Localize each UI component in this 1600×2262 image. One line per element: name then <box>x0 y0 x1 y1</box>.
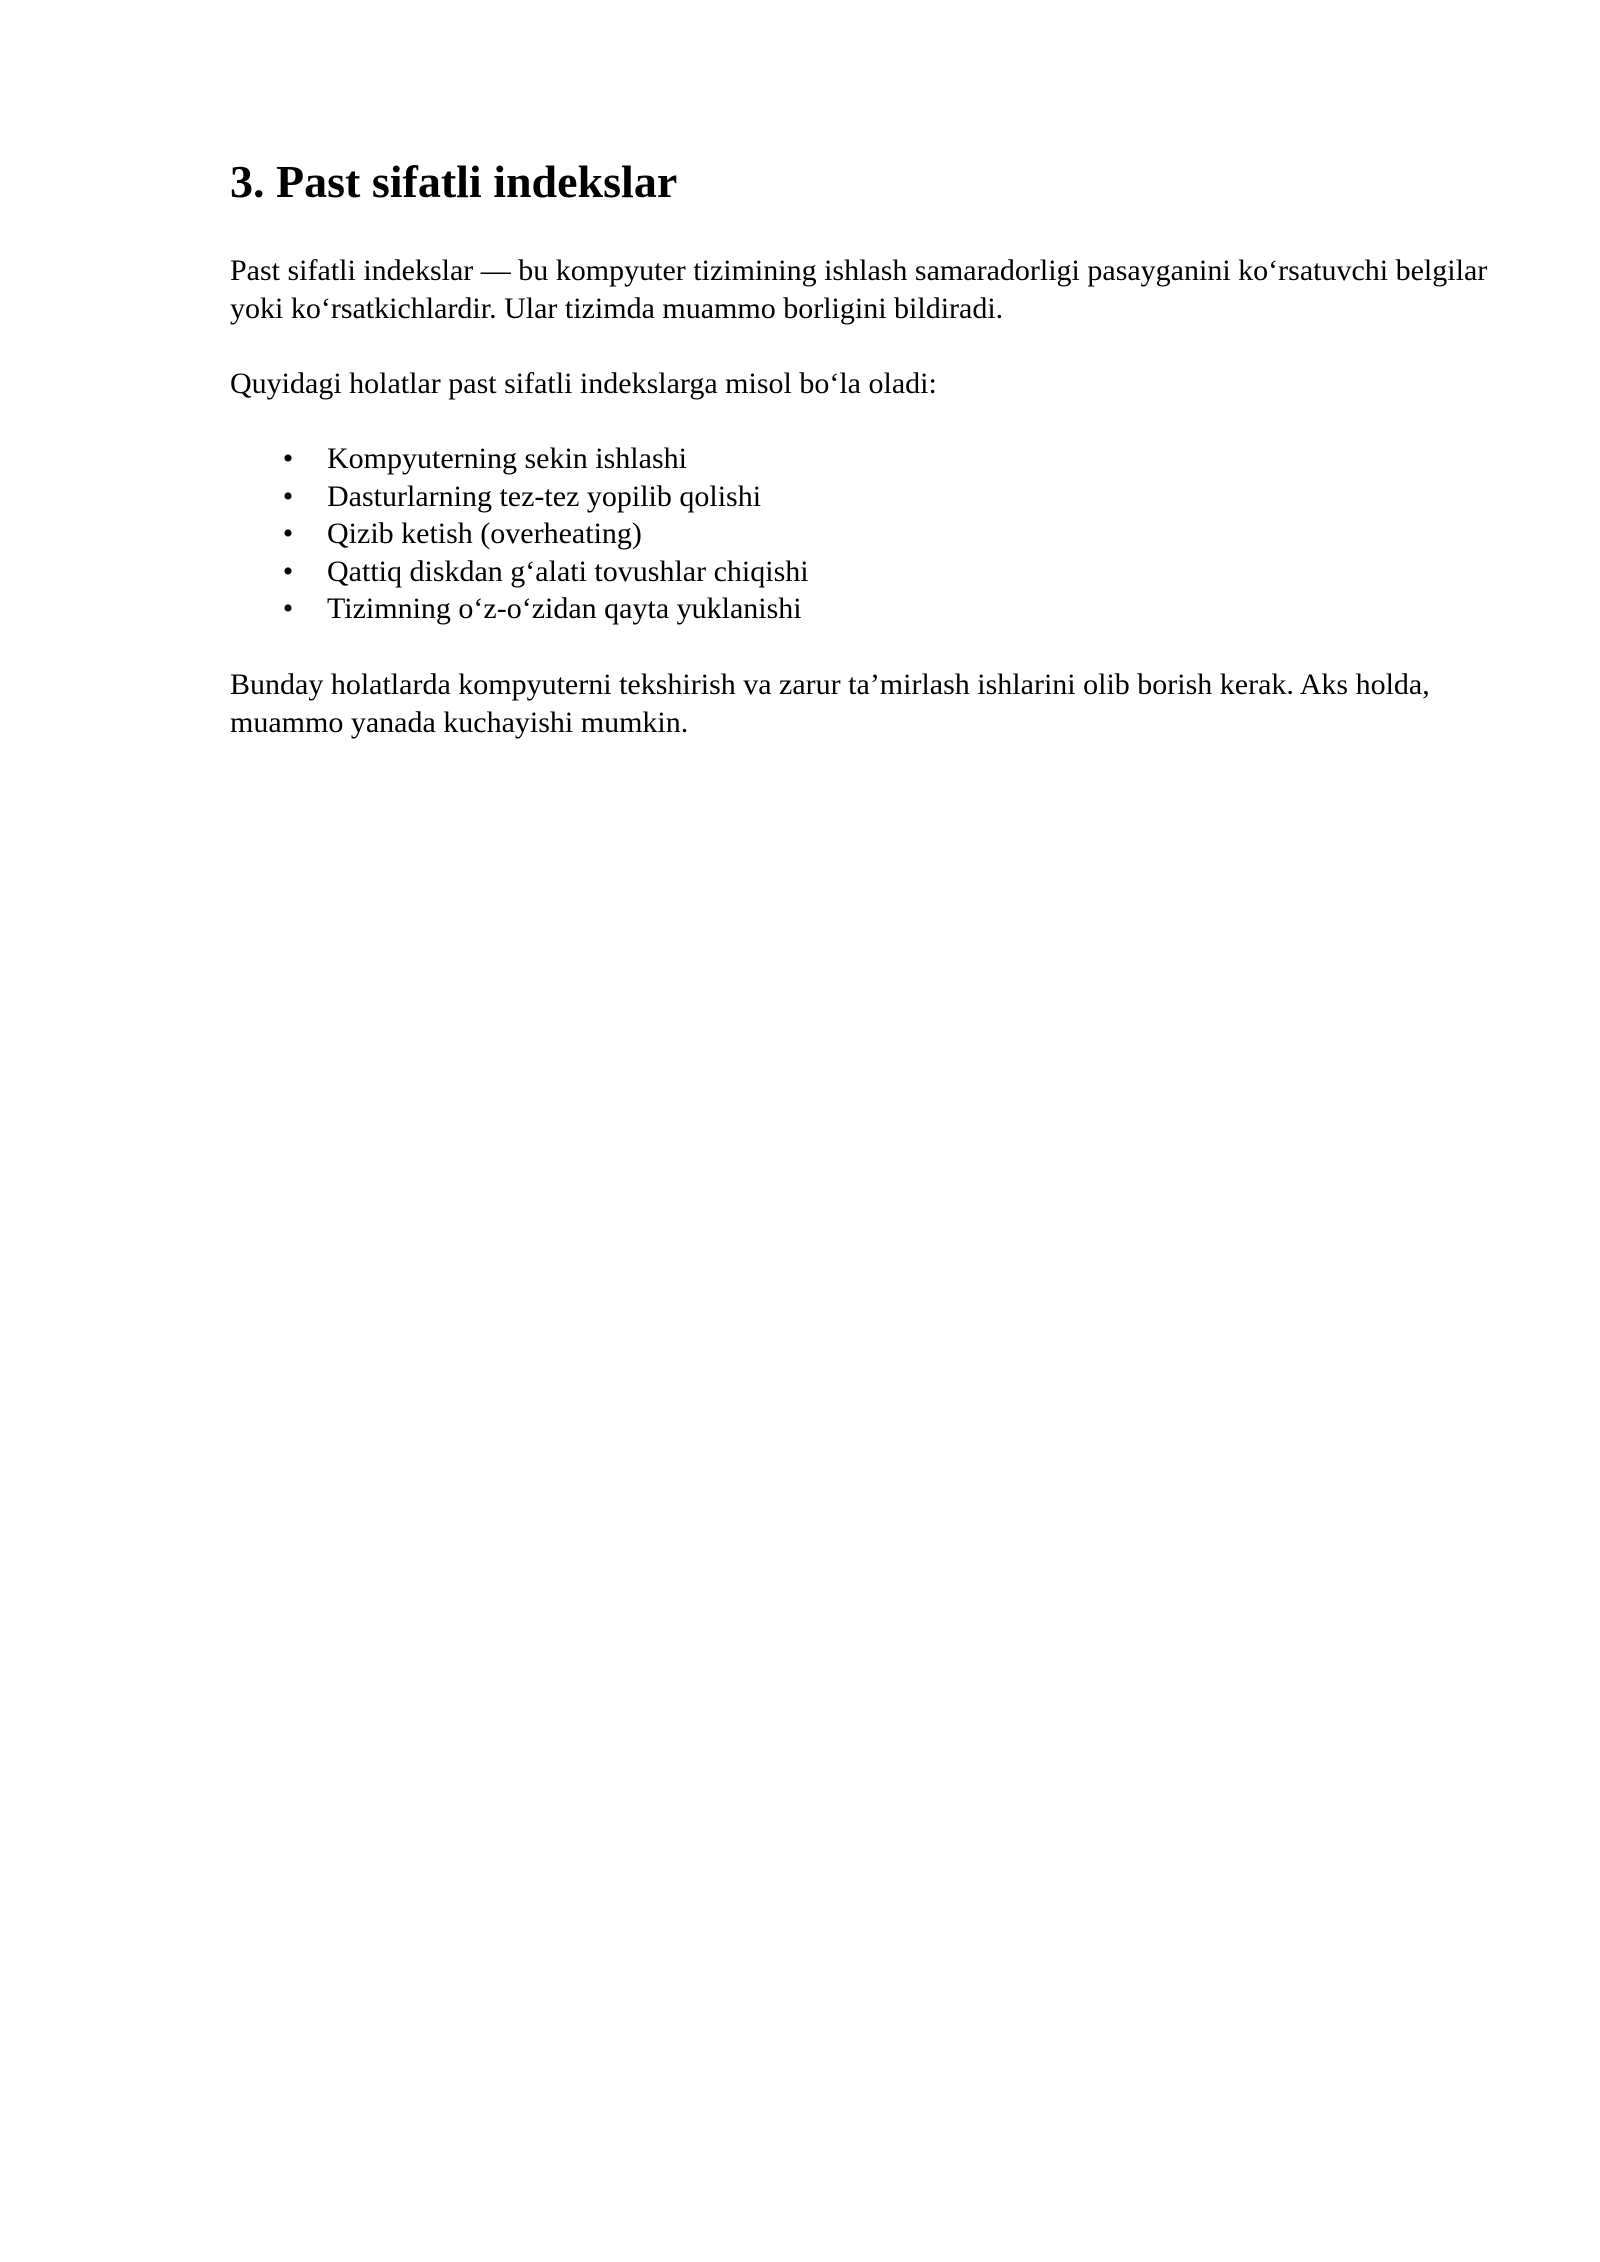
symptom-list <box>230 440 1490 628</box>
lead-paragraph: Quyidagi holatlar past sifatli indekslarga misol bo‘la oladi: <box>230 367 937 400</box>
list-item-text: Qizib ketish (overheating) <box>327 517 642 550</box>
bullet-icon: • <box>282 554 294 588</box>
list-item <box>230 478 1490 516</box>
list-item-text: Tizimning o‘z-o‘zidan qayta yuklanishi <box>327 592 802 625</box>
bullet-icon: • <box>282 442 294 475</box>
intro-paragraph: Past sifatli indekslar — bu kompyuter tizimining ishlash samaradorligi pasayganini ko‘rsatuvchi belgilar yoki ko‘rsatkichlardir. Ular tizimda muammo borligini bildiradi. <box>230 254 1488 325</box>
list-item <box>230 515 1490 553</box>
closing-paragraph: Bunday holatlarda kompyuterni tekshirish va zarur ta’mirlash ishlarini olib borish kerak. Aks holda, muammo yanada kuchayishi mumkin. <box>230 667 1430 739</box>
bullet-icon: • <box>282 592 294 625</box>
bullet-icon: • <box>282 479 294 513</box>
section-heading: 3. Past sifatli indekslar <box>230 156 678 207</box>
list-item <box>230 590 1490 628</box>
list-item-text: Kompyuterning sekin ishlashi <box>327 442 687 475</box>
document-body <box>230 150 1490 742</box>
list-item <box>230 440 1490 478</box>
list-item <box>230 553 1490 591</box>
list-item-text: Qattiq diskdan g‘alati tovushlar chiqishi <box>327 554 809 588</box>
bullet-icon: • <box>282 517 294 550</box>
list-item-text: Dasturlarning tez-tez yopilib qolishi <box>327 479 762 513</box>
